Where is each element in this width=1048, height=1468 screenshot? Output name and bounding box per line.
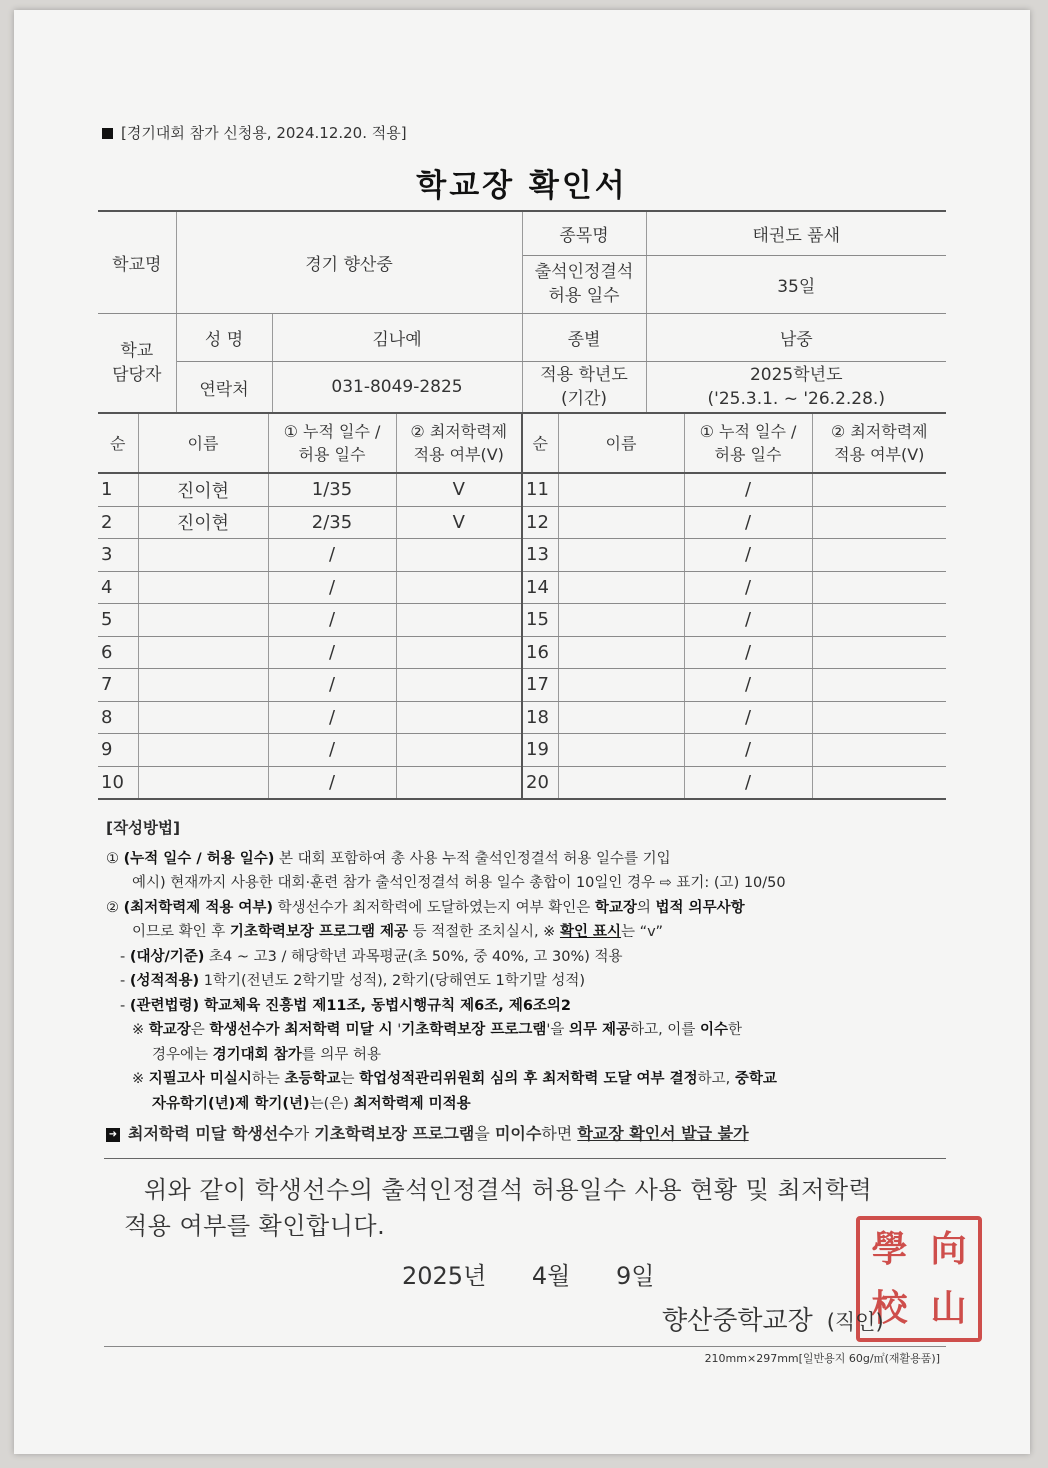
year-label: 적용 학년도 (기간) bbox=[522, 361, 646, 413]
roster-row bbox=[98, 766, 946, 799]
row-number: 11 bbox=[522, 473, 558, 506]
method-line: ① (누적 일수 / 허용 일수) 본 대회 포함하여 총 사용 누적 출석인정결석 허용 일수를 기입 bbox=[106, 850, 671, 867]
row-name bbox=[138, 604, 268, 637]
method-line: - (성적적용) 1학기(전년도 2학기말 성적), 2학기(당해연도 1학기말 성적) bbox=[120, 973, 586, 989]
row-name bbox=[558, 506, 684, 539]
method-line: ② (최저학력제 적용 여부) 학생선수가 최저학력에 도달하였는지 여부 확인은 학교장의 법적 의무사항 bbox=[106, 899, 745, 916]
document-title: 학교장 확인서 bbox=[416, 168, 628, 204]
row-min-check bbox=[812, 539, 946, 572]
row-days: / bbox=[268, 766, 396, 799]
col-no: 순 bbox=[98, 413, 138, 473]
row-min-check bbox=[396, 734, 522, 767]
school-value: 경기 향산중 bbox=[176, 211, 522, 313]
roster-row bbox=[98, 571, 946, 604]
allowed-days-value: 35일 bbox=[646, 255, 946, 313]
method-line: ※ 지필고사 미실시하는 초등학교는 학업성적관리위원회 심의 후 최저학력 도달 여부 결정하고, 중학교 bbox=[132, 1071, 777, 1087]
row-name bbox=[558, 701, 684, 734]
col-no-2: 순 bbox=[522, 413, 558, 473]
seal-char: 山 bbox=[930, 1287, 967, 1329]
row-number: 3 bbox=[98, 539, 138, 572]
row-name bbox=[138, 701, 268, 734]
col-days: ① 누적 일수 / 허용 일수 bbox=[268, 413, 396, 473]
paper-spec: 210mm×297mm[일반용지 60g/㎡(재활용품)] bbox=[704, 1352, 940, 1365]
row-name bbox=[138, 766, 268, 799]
gender-label: 종별 bbox=[522, 313, 646, 361]
row-number: 6 bbox=[98, 636, 138, 669]
roster-row bbox=[98, 701, 946, 734]
row-min-check bbox=[396, 539, 522, 572]
row-days: / bbox=[268, 734, 396, 767]
roster-row bbox=[98, 506, 946, 539]
row-name: 진이현 bbox=[138, 473, 268, 506]
row-number: 1 bbox=[98, 473, 138, 506]
row-name bbox=[558, 734, 684, 767]
row-name bbox=[558, 669, 684, 702]
row-min-check bbox=[396, 571, 522, 604]
row-min-check bbox=[396, 636, 522, 669]
name-value: 김나예 bbox=[272, 313, 522, 361]
bottom-divider bbox=[104, 1346, 946, 1347]
row-number: 2 bbox=[98, 506, 138, 539]
seal-char: 校 bbox=[871, 1287, 908, 1329]
method-heading: [작성방법] bbox=[106, 819, 181, 837]
row-min-check bbox=[812, 701, 946, 734]
col-min-2: ② 최저학력제 적용 여부(V) bbox=[812, 413, 946, 473]
sport-value: 태권도 품새 bbox=[646, 211, 946, 255]
row-days: / bbox=[268, 636, 396, 669]
name-label: 성 명 bbox=[176, 313, 272, 361]
row-min-check bbox=[812, 669, 946, 702]
roster-row bbox=[98, 636, 946, 669]
row-days: / bbox=[684, 734, 812, 767]
row-number: 12 bbox=[522, 506, 558, 539]
arrow-box-icon: ➜ bbox=[106, 1128, 120, 1142]
row-days: / bbox=[684, 473, 812, 506]
row-name bbox=[558, 766, 684, 799]
row-min-check bbox=[812, 473, 946, 506]
confirmation-text: 위와 같이 학생선수의 출석인정결석 허용일수 사용 현황 및 최저학력 적용 여부를 확인합니다. bbox=[124, 1176, 873, 1240]
contact-value: 031-8049-2825 bbox=[272, 361, 522, 413]
roster-row bbox=[98, 669, 946, 702]
row-min-check bbox=[396, 766, 522, 799]
info-table bbox=[98, 210, 946, 414]
col-days-2: ① 누적 일수 / 허용 일수 bbox=[684, 413, 812, 473]
row-number: 20 bbox=[522, 766, 558, 799]
row-days: / bbox=[268, 604, 396, 637]
row-days: / bbox=[684, 636, 812, 669]
row-min-check: V bbox=[396, 506, 522, 539]
roster-row bbox=[98, 539, 946, 572]
row-min-check: V bbox=[396, 473, 522, 506]
col-min: ② 최저학력제 적용 여부(V) bbox=[396, 413, 522, 473]
seal-char: 向 bbox=[930, 1228, 967, 1270]
row-days: / bbox=[684, 571, 812, 604]
row-days: / bbox=[268, 669, 396, 702]
row-days: / bbox=[684, 669, 812, 702]
form-note: [경기대회 참가 신청용, 2024.12.20. 적용] bbox=[102, 122, 407, 143]
row-name bbox=[558, 571, 684, 604]
col-name: 이름 bbox=[138, 413, 268, 473]
contact-label: 연락처 bbox=[176, 361, 272, 413]
principal-signature: 향산중학교장 (직인) bbox=[662, 1306, 884, 1336]
row-min-check bbox=[396, 701, 522, 734]
row-days: / bbox=[684, 539, 812, 572]
row-days: / bbox=[268, 539, 396, 572]
row-name bbox=[138, 539, 268, 572]
row-name bbox=[138, 636, 268, 669]
method-line: - (대상/기준) 초4 ~ 고3 / 해당학년 과목평균(초 50%, 중 40%, 고 30%) 적용 bbox=[120, 948, 623, 965]
row-min-check bbox=[812, 734, 946, 767]
row-number: 18 bbox=[522, 701, 558, 734]
row-number: 14 bbox=[522, 571, 558, 604]
section-divider bbox=[104, 1158, 946, 1159]
row-name bbox=[558, 604, 684, 637]
row-number: 17 bbox=[522, 669, 558, 702]
col-name-2: 이름 bbox=[558, 413, 684, 473]
row-number: 9 bbox=[98, 734, 138, 767]
roster-row bbox=[98, 734, 946, 767]
document-page bbox=[14, 10, 1030, 1454]
row-name bbox=[138, 669, 268, 702]
row-number: 13 bbox=[522, 539, 558, 572]
row-days: / bbox=[268, 571, 396, 604]
roster-row bbox=[98, 473, 946, 506]
row-number: 7 bbox=[98, 669, 138, 702]
manager-label: 학교 담당자 bbox=[98, 313, 176, 413]
row-min-check bbox=[396, 604, 522, 637]
method-line: 이므로 확인 후 기초학력보장 프로그램 제공 등 적절한 조치실시, ※ 확인 표시는 “v” bbox=[132, 924, 663, 940]
writing-method-section bbox=[106, 816, 956, 1147]
row-number: 4 bbox=[98, 571, 138, 604]
row-days: / bbox=[684, 604, 812, 637]
roster-header-row bbox=[98, 413, 946, 473]
row-days: / bbox=[684, 506, 812, 539]
row-min-check bbox=[396, 669, 522, 702]
method-line: ※ 학교장은 학생선수가 최저학력 미달 시 '기초학력보장 프로그램'을 의무 제공하고, 이를 이수한 bbox=[132, 1022, 742, 1038]
row-name bbox=[558, 636, 684, 669]
row-name bbox=[138, 571, 268, 604]
issue-date: 2025년 4월 9일 bbox=[402, 1262, 655, 1290]
method-line: 경우에는 경기대회 참가를 의무 허용 bbox=[152, 1046, 381, 1063]
row-days: / bbox=[684, 766, 812, 799]
row-number: 15 bbox=[522, 604, 558, 637]
school-label: 학교명 bbox=[98, 211, 176, 313]
row-days: / bbox=[684, 701, 812, 734]
sport-label: 종목명 bbox=[522, 211, 646, 255]
row-min-check bbox=[812, 604, 946, 637]
row-name bbox=[558, 539, 684, 572]
notice-line: ➜ 최저학력 미달 학생선수가 기초학력보장 프로그램을 미이수하면 학교장 확인서 발급 불가 bbox=[106, 1122, 956, 1147]
row-name bbox=[558, 473, 684, 506]
allowed-days-label: 출석인정결석 허용 일수 bbox=[522, 255, 646, 313]
row-min-check bbox=[812, 571, 946, 604]
method-line: 예시) 현재까지 사용한 대회·훈련 참가 출석인정결석 허용 일수 총합이 10일인 경우 ⇨ 표기: (고) 10/50 bbox=[132, 875, 786, 891]
row-min-check bbox=[812, 636, 946, 669]
method-line: - (관련법령) 학교체육 진흥법 제11조, 동법시행규칙 제6조, 제6조의2 bbox=[120, 997, 572, 1014]
row-min-check bbox=[812, 506, 946, 539]
row-min-check bbox=[812, 766, 946, 799]
row-number: 5 bbox=[98, 604, 138, 637]
row-number: 8 bbox=[98, 701, 138, 734]
year-value: 2025학년도 ('25.3.1. ~ '26.2.28.) bbox=[646, 361, 946, 413]
row-number: 16 bbox=[522, 636, 558, 669]
row-number: 19 bbox=[522, 734, 558, 767]
seal-char: 學 bbox=[871, 1228, 908, 1270]
roster-row bbox=[98, 604, 946, 637]
row-days: 1/35 bbox=[268, 473, 396, 506]
seal-label: (직인) bbox=[826, 1310, 884, 1334]
row-name bbox=[138, 734, 268, 767]
roster-table bbox=[98, 412, 946, 800]
gender-value: 남중 bbox=[646, 313, 946, 361]
method-line: 자유학기(년)제 학기(년)는(은) 최저학력제 미적용 bbox=[152, 1095, 471, 1112]
row-days: / bbox=[268, 701, 396, 734]
row-number: 10 bbox=[98, 766, 138, 799]
row-days: 2/35 bbox=[268, 506, 396, 539]
square-bullet-icon bbox=[102, 128, 113, 139]
row-name: 진이현 bbox=[138, 506, 268, 539]
